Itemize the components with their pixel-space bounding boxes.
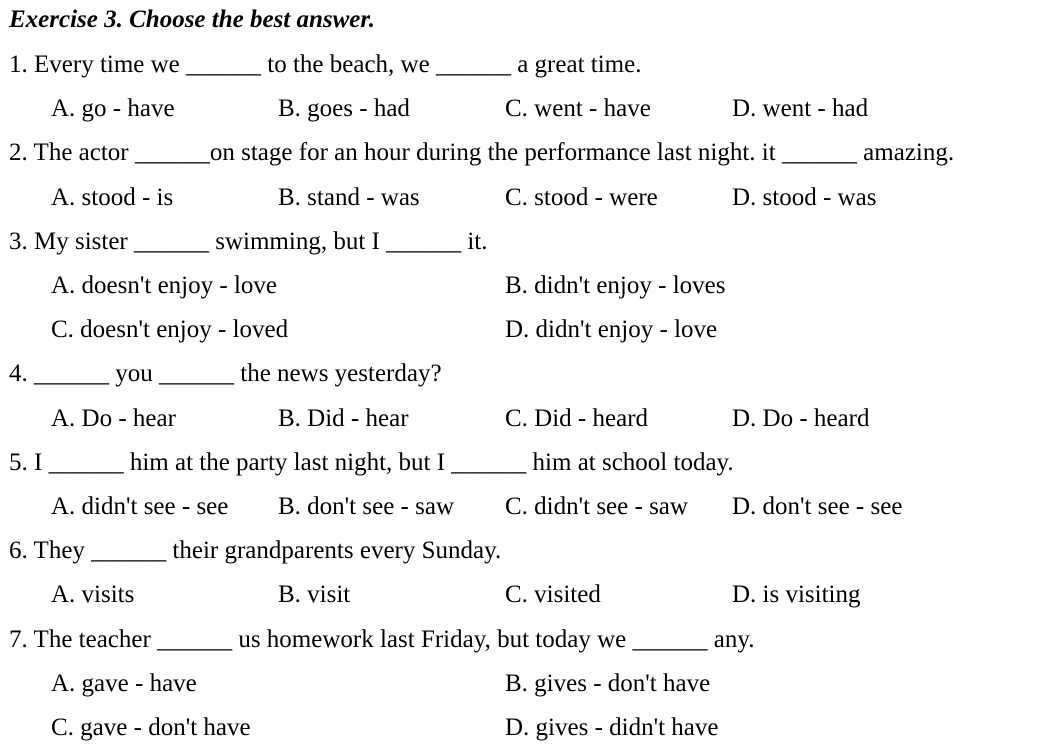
question-1-option-b: B. goes - had — [278, 95, 410, 122]
question-3-option-d: D. didn't enjoy - love — [505, 316, 718, 343]
question-2-text: 2. The actor ______on stage for an hour during the performance last night. it ______ amazing. — [9, 139, 955, 166]
question-6-text: 6. They ______ their grandparents every Sunday. — [9, 537, 502, 564]
question-3-text: 3. My sister ______ swimming, but I ______ it. — [9, 228, 488, 255]
question-7-option-d: D. gives - didn't have — [505, 714, 719, 741]
question-5-option-a: A. didn't see - see — [51, 493, 229, 520]
question-4-text: 4. ______ you ______ the news yesterday? — [9, 360, 442, 387]
question-3-option-a: A. doesn't enjoy - love — [51, 272, 277, 299]
question-6-option-a: A. visits — [51, 581, 135, 608]
question-1-option-d: D. went - had — [732, 95, 869, 122]
question-6-option-d: D. is visiting — [732, 581, 861, 608]
question-7-option-a: A. gave - have — [51, 670, 197, 697]
question-6-option-c: C. visited — [505, 581, 601, 608]
exercise-title: Exercise 3. Choose the best answer. — [9, 6, 375, 33]
question-2-option-c: C. stood - were — [505, 184, 658, 211]
question-4-option-a: A. Do - hear — [51, 405, 176, 432]
question-1-text: 1. Every time we ______ to the beach, we ______ a great time. — [9, 51, 642, 78]
question-7-option-b: B. gives - don't have — [505, 670, 711, 697]
question-2-option-d: D. stood - was — [732, 184, 877, 211]
question-2-option-b: B. stand - was — [278, 184, 420, 211]
question-4-option-b: B. Did - hear — [278, 405, 409, 432]
question-5-option-d: D. don't see - see — [732, 493, 903, 520]
question-6-option-b: B. visit — [278, 581, 351, 608]
question-1-option-a: A. go - have — [51, 95, 175, 122]
question-5-text: 5. I ______ him at the party last night, but I ______ him at school today. — [9, 449, 734, 476]
question-3-option-b: B. didn't enjoy - loves — [505, 272, 726, 299]
question-7-text: 7. The teacher ______ us homework last Friday, but today we ______ any. — [9, 626, 755, 653]
question-3-option-c: C. doesn't enjoy - loved — [51, 316, 289, 343]
question-5-option-c: C. didn't see - saw — [505, 493, 688, 520]
question-4-option-d: D. Do - heard — [732, 405, 870, 432]
question-4-option-c: C. Did - heard — [505, 405, 649, 432]
question-5-option-b: B. don't see - saw — [278, 493, 455, 520]
question-7-option-c: C. gave - don't have — [51, 714, 251, 741]
question-2-option-a: A. stood - is — [51, 184, 174, 211]
question-1-option-c: C. went - have — [505, 95, 651, 122]
